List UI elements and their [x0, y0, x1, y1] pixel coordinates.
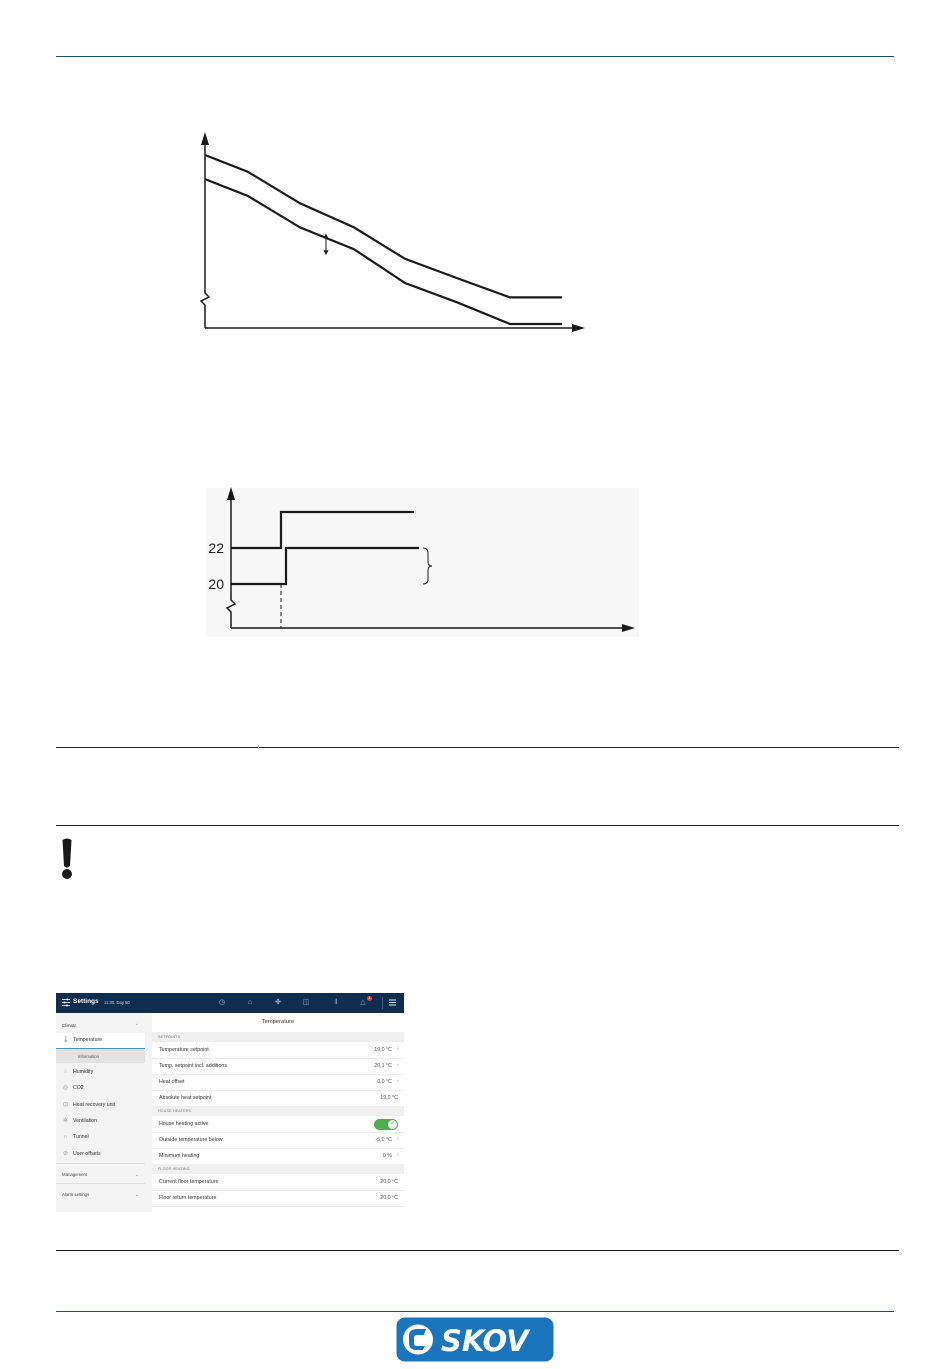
sidebar-item-label: User offsets: [73, 1151, 101, 1157]
row-label: Floor return temperature: [159, 1195, 217, 1201]
table-mid-rule: [56, 825, 899, 826]
app-title: Settings: [73, 998, 99, 1005]
sidebar-item-label: Ventilation: [73, 1118, 97, 1124]
row-minimum-heating[interactable]: [152, 1148, 404, 1165]
sidebar-item-label: Tunnel: [73, 1134, 89, 1140]
user-offsets-icon: ⊘: [62, 1151, 69, 1157]
y-tick-label: 22: [208, 540, 224, 556]
row-floor-return-temperature: [152, 1190, 404, 1207]
heat-recovery-icon: ⊡: [62, 1102, 69, 1108]
controller-settings-screenshot: [56, 993, 404, 1212]
sidebar-item-ventilation[interactable]: [56, 1114, 145, 1129]
row-value: 20,0 °C: [380, 1179, 398, 1185]
sidebar-item-label: CO2: [73, 1085, 84, 1091]
chevron-down-icon: ⌄: [135, 1192, 139, 1197]
top-bar: [56, 993, 404, 1013]
chevron-right-icon: ›: [397, 1078, 399, 1084]
exclamation-warning-icon: [60, 838, 74, 880]
settings-panel: [152, 1013, 404, 1212]
row-heat-offset[interactable]: [152, 1074, 404, 1091]
svg-text:SKOV: SKOV: [441, 1324, 529, 1358]
dashboard-icon[interactable]: ◷: [218, 999, 226, 1006]
chevron-down-icon: ⌄: [135, 1172, 139, 1177]
thermometer-icon: 🌡: [62, 1037, 70, 1043]
section-header-setpoints: [152, 1032, 404, 1042]
chart-background: [207, 488, 639, 637]
sidebar-header-label: Management: [62, 1172, 88, 1177]
chevron-right-icon: ›: [397, 1136, 399, 1142]
sidebar-header-management[interactable]: [62, 1172, 139, 1177]
section-label: FLOOR HEATING: [158, 1167, 190, 1171]
sidebar-divider: [56, 1163, 145, 1164]
row-value: 19,0 °C: [374, 1047, 392, 1053]
sidebar-item-label: Temperature: [73, 1037, 103, 1043]
row-house-heating-active: [152, 1116, 404, 1133]
house-heating-toggle[interactable]: [374, 1119, 398, 1130]
sidebar-item-label: Humidity: [73, 1069, 94, 1075]
sidebar-header-label: Climate: [62, 1023, 77, 1028]
y-tick-label: 20: [208, 576, 224, 592]
sidebar-item-temperature[interactable]: [56, 1033, 145, 1049]
row-value: 20,1 °C: [374, 1063, 392, 1069]
table-column-divider: [258, 745, 259, 749]
row-value: 20,0 °C: [380, 1195, 398, 1201]
sidebar-item-label: Heat recovery unit: [73, 1102, 116, 1108]
row-label: House heating active: [159, 1121, 209, 1127]
sidebar-divider: [56, 1183, 145, 1184]
section-header-floor-heating: [152, 1164, 404, 1174]
tunnel-icon: ∩: [63, 1134, 68, 1140]
bell-icon[interactable]: △: [360, 999, 366, 1006]
footer-rule: [56, 1311, 894, 1312]
section-label: HOUSE HEATERS: [158, 1109, 192, 1113]
sidebar-header-label: Alarm settings: [62, 1192, 90, 1197]
row-outside-temperature-below[interactable]: [152, 1132, 404, 1149]
sidebar-item-user-offsets[interactable]: [56, 1147, 145, 1162]
sidebar-subitem-information[interactable]: [56, 1049, 145, 1063]
row-label: Heat offset: [159, 1079, 185, 1085]
sidebar-item-humidity[interactable]: [56, 1065, 145, 1080]
settings-sliders-icon[interactable]: [62, 998, 70, 1007]
chevron-up-icon: ⌃: [135, 1023, 139, 1028]
section-header-house-heaters: [152, 1106, 404, 1116]
thermometer-icon[interactable]: 𝄇: [333, 999, 337, 1006]
row-label: Current floor temperature: [159, 1179, 219, 1185]
section-label: SETPOINTS: [158, 1035, 181, 1039]
row-value: 19,0 °C: [380, 1095, 398, 1101]
row-value: -5,0 °C: [375, 1137, 392, 1143]
chevron-right-icon: ›: [397, 1046, 399, 1052]
row-label: Temp. setpoint incl. additions: [159, 1063, 228, 1069]
skov-logo: [395, 1316, 555, 1363]
row-label: Temperature setpoint: [159, 1047, 209, 1053]
row-current-floor-temperature: [152, 1174, 404, 1191]
row-value: 0 %: [382, 1153, 392, 1159]
sidebar-item-co2[interactable]: [56, 1081, 145, 1096]
sidebar-header-alarm-settings[interactable]: [62, 1192, 139, 1197]
droplets-icon: ∴: [63, 1069, 68, 1075]
row-temperature-setpoint[interactable]: [152, 1042, 404, 1059]
row-label: Absolute heat setpoint: [159, 1095, 212, 1101]
page-title: Temperature: [261, 1019, 295, 1025]
hamburger-icon[interactable]: [389, 999, 396, 1006]
chevron-right-icon: ›: [397, 1152, 399, 1158]
sidebar-header-climate[interactable]: [62, 1023, 139, 1028]
table-top-rule: [56, 747, 899, 748]
time-day-readout: 11:30, Day 50: [104, 1000, 130, 1005]
co2-icon: ◎: [62, 1085, 69, 1091]
house-icon[interactable]: ⌂: [247, 999, 253, 1006]
sidebar-subitem-label: Information: [78, 1054, 99, 1059]
row-absolute-heat-setpoint: [152, 1090, 404, 1107]
row-temp-setpoint-incl-additions[interactable]: [152, 1058, 404, 1075]
sidebar-item-tunnel[interactable]: [56, 1130, 145, 1145]
row-label: Minimum heating: [159, 1153, 200, 1159]
sidebar: [56, 1013, 146, 1212]
fan-icon: ✲: [62, 1118, 69, 1124]
row-label: Outside temperature below: [159, 1137, 223, 1143]
topbar-separator: [382, 997, 383, 1009]
table-bottom-rule: [56, 1250, 899, 1251]
graph-icon[interactable]: ◫: [302, 999, 310, 1006]
row-value: 0,0 °C: [377, 1079, 392, 1085]
check-icon: ✓: [389, 1121, 396, 1127]
chevron-right-icon: ›: [397, 1062, 399, 1068]
alarm-count-badge: 1: [368, 996, 371, 1000]
fan-icon[interactable]: ✤: [275, 999, 281, 1006]
sidebar-item-heat-recovery-unit[interactable]: [56, 1098, 145, 1113]
